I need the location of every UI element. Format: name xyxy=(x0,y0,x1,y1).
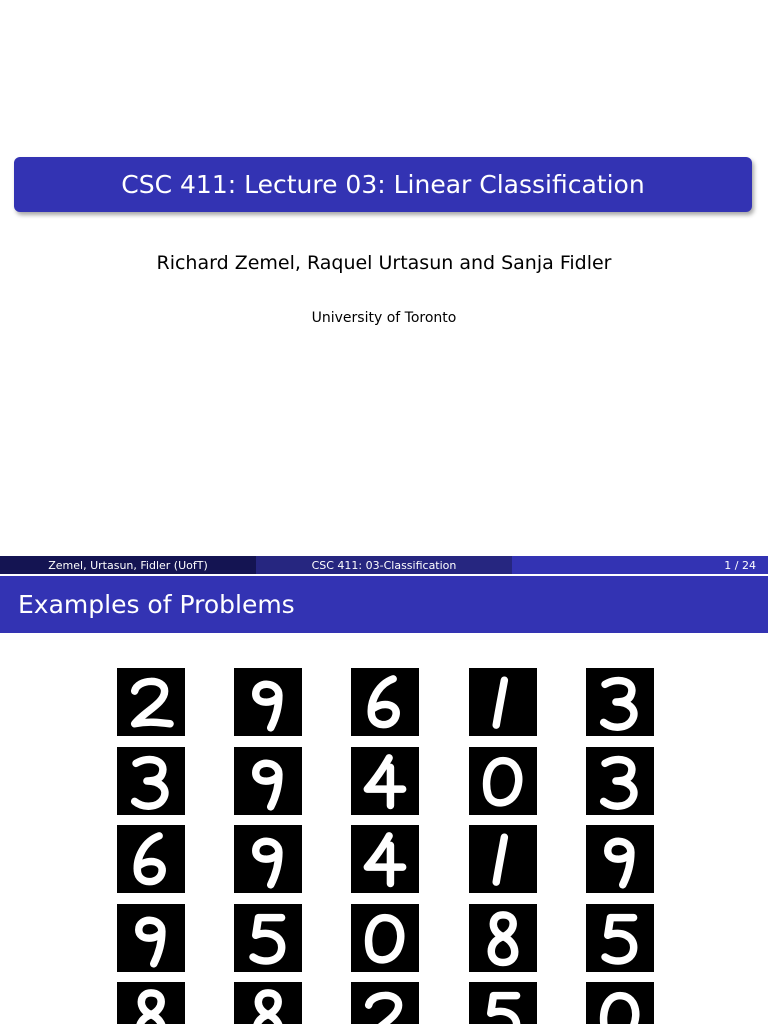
digit-image-1 xyxy=(469,825,537,893)
institute: University of Toronto xyxy=(311,310,457,326)
digit-image-4 xyxy=(351,825,419,893)
digit-image-6 xyxy=(117,825,185,893)
digit-image-1 xyxy=(469,668,537,736)
digit-image-3 xyxy=(586,747,654,815)
digit-image-5 xyxy=(586,904,654,972)
frame-title: Examples of Problems xyxy=(18,590,295,619)
digit-image-5 xyxy=(469,982,537,1024)
digit-image-3 xyxy=(586,668,654,736)
digit-image-8 xyxy=(117,982,185,1024)
authors: Richard Zemel, Raquel Urtasun and Sanja Fidler xyxy=(156,252,612,274)
digit-image-3 xyxy=(117,747,185,815)
digit-image-4 xyxy=(351,747,419,815)
digit-image-0 xyxy=(469,747,537,815)
digit-image-0 xyxy=(586,982,654,1024)
lecture-title: CSC 411: Lecture 03: Linear Classification xyxy=(121,170,645,199)
digit-image-9 xyxy=(234,747,302,815)
digit-image-9 xyxy=(586,825,654,893)
digit-image-5 xyxy=(234,904,302,972)
digit-image-2 xyxy=(117,668,185,736)
footer-authors: Zemel, Urtasun, Fidler (UofT) xyxy=(0,556,256,574)
digit-image-9 xyxy=(117,904,185,972)
digit-image-6 xyxy=(351,668,419,736)
digit-image-2 xyxy=(351,982,419,1024)
digit-image-8 xyxy=(234,982,302,1024)
digit-image-0 xyxy=(351,904,419,972)
digit-image-9 xyxy=(234,668,302,736)
digit-image-9 xyxy=(234,825,302,893)
footer-course: CSC 411: 03-Classification xyxy=(256,556,512,574)
footer-page-number: 1 / 24 xyxy=(512,556,768,574)
digit-image-8 xyxy=(469,904,537,972)
